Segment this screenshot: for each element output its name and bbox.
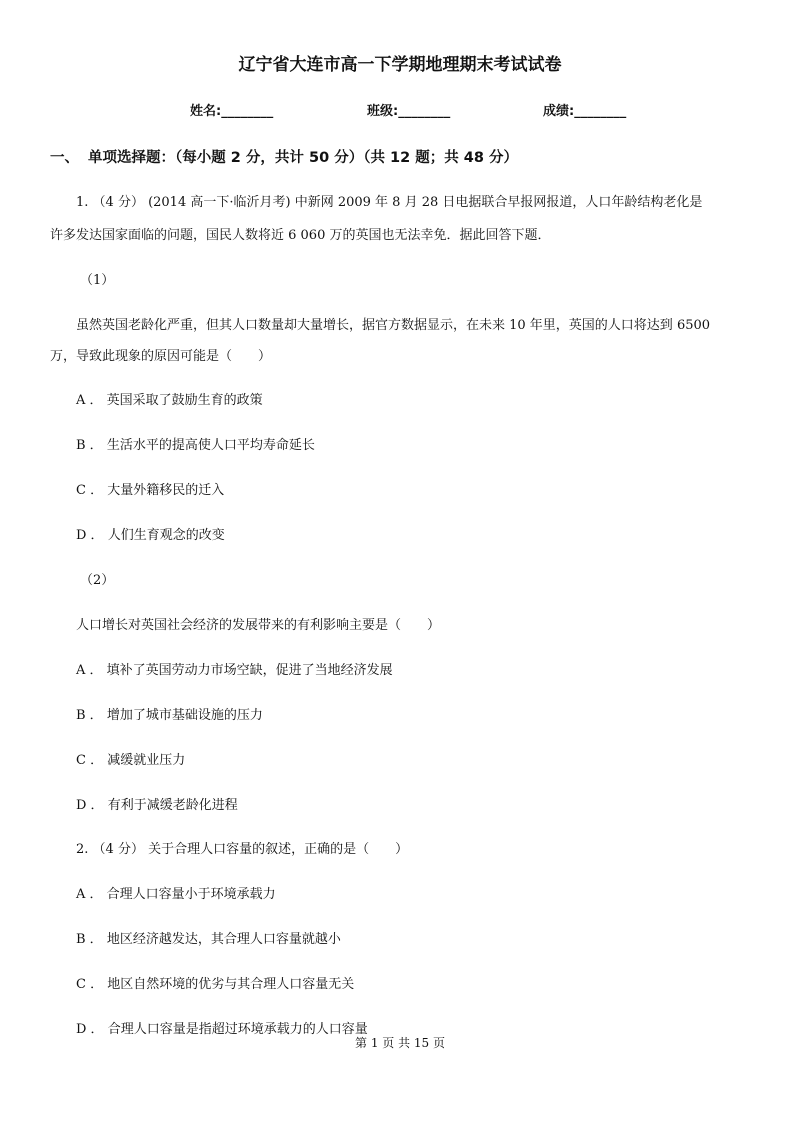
subquestion-2-option-d[interactable]: D ． 有利于减缓老龄化进程 — [76, 798, 238, 813]
question-2-option-d[interactable]: D ． 合理人口容量是指超过环境承载力的人口容量 — [76, 1022, 368, 1037]
subquestion-2-option-a[interactable]: A ． 填补了英国劳动力市场空缺，促进了当地经济发展 — [76, 663, 393, 678]
question-1-stem-line2: 许多发达国家面临的问题，国民人数将近 6 060 万的英国也无法幸免．据此回答下题． — [50, 228, 551, 243]
page-footer: 第 1 页 共 15 页 — [355, 1036, 445, 1050]
subquestion-1-option-a[interactable]: A ． 英国采取了鼓励生育的政策 — [76, 393, 263, 408]
question-2-option-b[interactable]: B ． 地区经济越发达，其合理人口容量就越小 — [76, 932, 341, 947]
subquestion-1-option-c[interactable]: C ． 大量外籍移民的迁入 — [76, 483, 225, 498]
section-title: 单项选择题：（每小题 2 分，共计 50 分）（共 12 题；共 48 分） — [88, 150, 519, 166]
question-2-stem: 2. （4 分） 关于合理人口容量的叙述，正确的是（ ） — [76, 842, 409, 857]
score-field: 成绩:________ — [543, 104, 627, 119]
subquestion-1-option-b[interactable]: B ． 生活水平的提高使人口平均寿命延长 — [76, 438, 315, 453]
subquestion-2-option-b[interactable]: B ． 增加了城市基础设施的压力 — [76, 708, 263, 723]
question-1-stem-line1: 1. （4 分） (2014 高一下·临沂月考) 中新网 2009 年 8 月 28 日电据联合早报网报道，人口年龄结构老化是 — [76, 195, 703, 210]
subquestion-2-label: （2） — [80, 573, 115, 588]
question-2-option-a[interactable]: A ． 合理人口容量小于环境承载力 — [76, 887, 276, 902]
class-field: 班级:________ — [367, 104, 451, 119]
subquestion-1-label: （1） — [80, 273, 115, 288]
question-2-option-c[interactable]: C ． 地区自然环境的优劣与其合理人口容量无关 — [76, 977, 355, 992]
subquestion-1-option-d[interactable]: D ． 人们生育观念的改变 — [76, 528, 225, 543]
section-number: 一、 — [50, 150, 79, 166]
subquestion-2-stem: 人口增长对英国社会经济的发展带来的有利影响主要是（ ） — [76, 618, 441, 633]
subquestion-1-stem-line2: 万，导致此现象的原因可能是（ ） — [50, 349, 272, 364]
page-title: 辽宁省大连市高一下学期地理期末考试试卷 — [238, 55, 562, 75]
section-heading — [50, 146, 518, 167]
subquestion-2-option-c[interactable]: C ． 减缓就业压力 — [76, 753, 186, 768]
subquestion-1-stem-line1: 虽然英国老龄化严重，但其人口数量却大量增长，据官方数据显示，在未来 10 年里，英国的人口将达到 6500 — [76, 318, 711, 333]
name-field: 姓名:________ — [190, 104, 274, 119]
